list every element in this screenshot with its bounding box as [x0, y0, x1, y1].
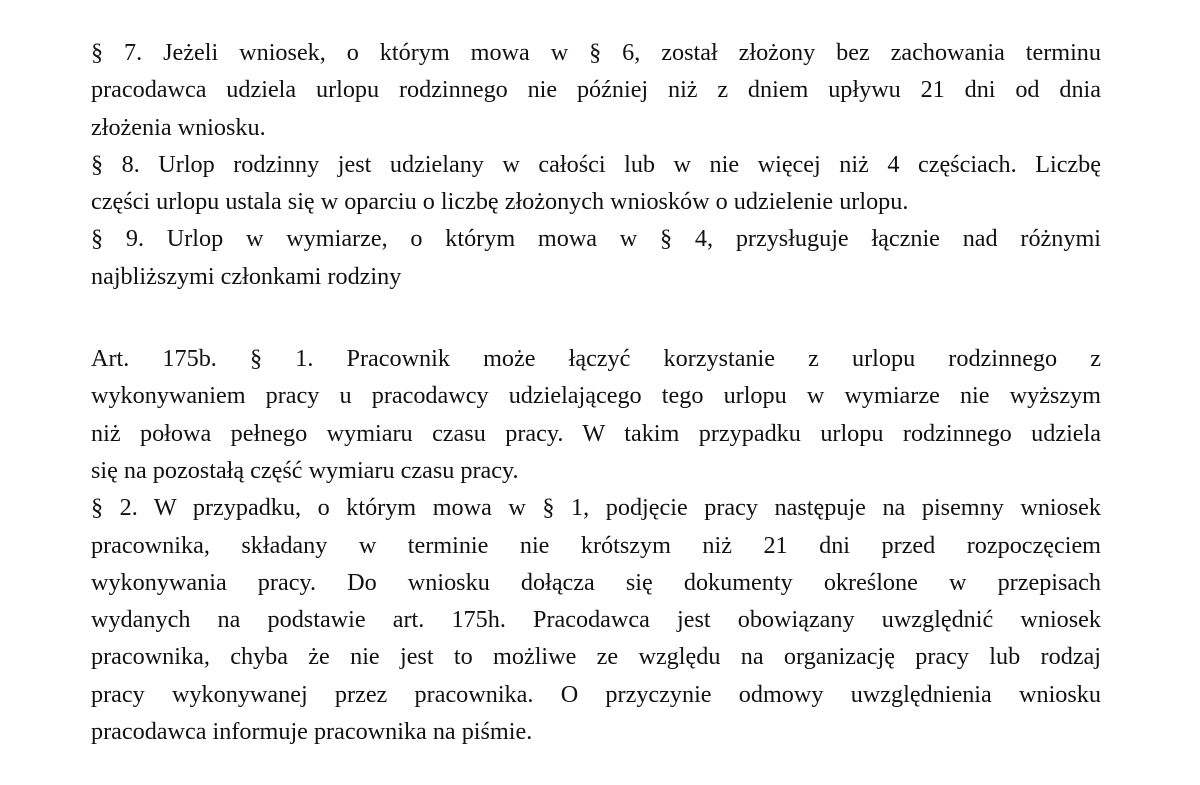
text-line: wydanych na podstawie art. 175h. Pracodawca jest obowiązany uwzględnić wniosek: [91, 606, 1101, 634]
paragraph-7: [91, 34, 1101, 146]
text-line: pracy wykonywanej przez pracownika. O przyczynie odmowy uwzględnienia wniosku: [91, 680, 1101, 708]
section-spacer: [91, 295, 1101, 340]
text-line: niż połowa pełnego wymiaru czasu pracy. W takim przypadku urlopu rodzinnego udziela: [91, 419, 1101, 447]
text-line: § 2. W przypadku, o którym mowa w § 1, podjęcie pracy następuje na pisemny wniosek: [91, 494, 1101, 522]
text-line: pracownika, składany w terminie nie krótszym niż 21 dni przed rozpoczęciem: [91, 531, 1101, 559]
paragraph-9: [91, 220, 1101, 295]
text-line: § 9. Urlop w wymiarze, o którym mowa w § 4, przysługuje łącznie nad różnymi: [91, 225, 1101, 253]
text-line: pracodawca informuje pracownika na piśmie.: [91, 718, 533, 746]
text-line: pracodawca udziela urlopu rodzinnego nie później niż z dniem upływu 21 dni od dnia: [91, 76, 1101, 104]
text-line: złożenia wniosku.: [91, 113, 266, 141]
text-line: Art. 175b. § 1. Pracownik może łączyć korzystanie z urlopu rodzinnego z: [91, 345, 1101, 373]
text-line: się na pozostałą część wymiaru czasu pracy.: [91, 456, 519, 484]
text-line: wykonywania pracy. Do wniosku dołącza się dokumenty określone w przepisach: [91, 568, 1101, 596]
text-line: § 7. Jeżeli wniosek, o którym mowa w § 6, został złożony bez zachowania terminu: [91, 39, 1101, 66]
text-line: wykonywaniem pracy u pracodawcy udzielającego tego urlopu w wymiarze nie wyższym: [91, 382, 1101, 410]
text-line: § 8. Urlop rodzinny jest udzielany w całości lub w nie więcej niż 4 częściach. Liczbę: [91, 150, 1101, 178]
document-page: [91, 34, 1101, 750]
article-175b-paragraph-2: [91, 489, 1101, 750]
article-175b-paragraph-1: [91, 340, 1101, 489]
text-line: pracownika, chyba że nie jest to możliwe ze względu na organizację pracy lub rodzaj: [91, 643, 1101, 671]
paragraph-8: [91, 146, 1101, 221]
text-line: najbliższymi członkami rodziny: [91, 262, 402, 290]
text-line: części urlopu ustala się w oparciu o liczbę złożonych wniosków o udzielenie urlopu.: [91, 188, 909, 216]
